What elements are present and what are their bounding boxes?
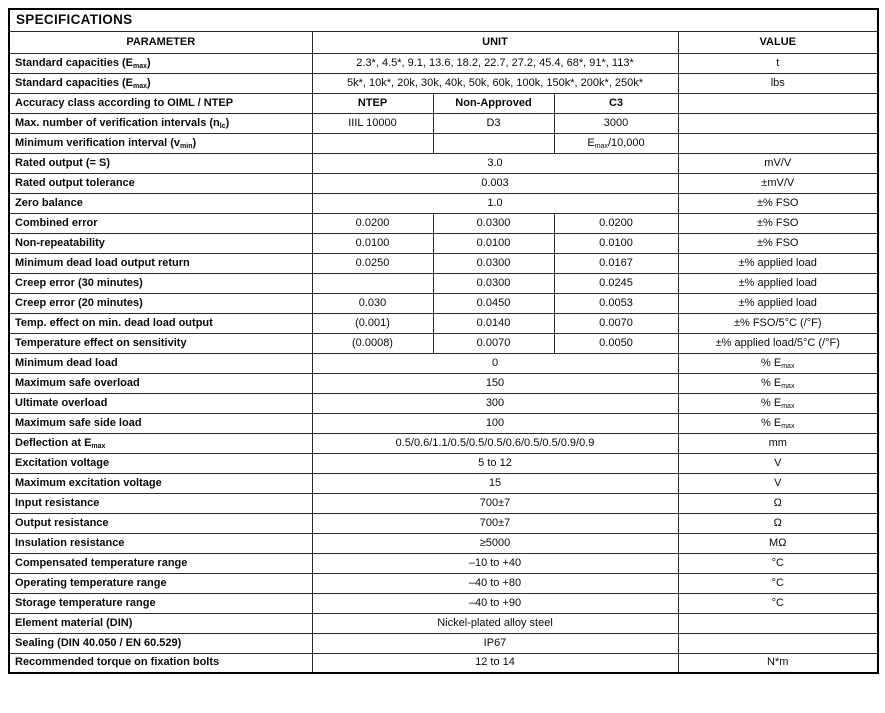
value-cell — [678, 613, 878, 633]
parameter-cell: Temp. effect on min. dead load output — [9, 313, 312, 333]
parameter-cell: Rated output tolerance — [9, 173, 312, 193]
unit-cell: 0.0070 — [554, 313, 678, 333]
table-header-row — [9, 31, 878, 53]
unit-cell: 0 — [312, 353, 678, 373]
value-cell: % $E_{max}$ — [678, 413, 878, 433]
table-row — [9, 253, 878, 273]
parameter-cell: Storage temperature range — [9, 593, 312, 613]
parameter-cell: Recommended torque on fixation bolts — [9, 653, 312, 673]
parameter-cell: Creep error (30 minutes) — [9, 273, 312, 293]
value-cell: ±mV/V — [678, 173, 878, 193]
parameter-cell: Accuracy class according to OIML / NTEP — [9, 93, 312, 113]
table-row — [9, 373, 878, 393]
unit-cell: 0.0200 — [312, 213, 433, 233]
table-row — [9, 513, 878, 533]
table-row — [9, 193, 878, 213]
unit-cell: 700±7 — [312, 513, 678, 533]
unit-cell: Nickel-plated alloy steel — [312, 613, 678, 633]
value-cell: t — [678, 53, 878, 73]
column-header-value: VALUE — [678, 31, 878, 53]
parameter-cell: Zero balance — [9, 193, 312, 213]
unit-cell: 0.0100 — [433, 233, 554, 253]
table-row — [9, 333, 878, 353]
value-cell: % $E_{max}$ — [678, 373, 878, 393]
value-cell: mm — [678, 433, 878, 453]
column-header-unit: UNIT — [312, 31, 678, 53]
unit-cell: (0.001) — [312, 313, 433, 333]
unit-cell: 0.0450 — [433, 293, 554, 313]
value-cell: ±% FSO — [678, 213, 878, 233]
unit-cell: 0.0245 — [554, 273, 678, 293]
unit-cell: 0.0300 — [433, 273, 554, 293]
unit-cell: $E_{max}/10,000$ — [554, 133, 678, 153]
value-cell: ±% applied load — [678, 253, 878, 273]
table-title-row — [9, 9, 878, 31]
value-cell: ±% FSO — [678, 233, 878, 253]
table-title: SPECIFICATIONS — [9, 9, 878, 31]
unit-cell: 300 — [312, 393, 678, 413]
table-row — [9, 553, 878, 573]
parameter-cell: Input resistance — [9, 493, 312, 513]
value-cell: lbs — [678, 73, 878, 93]
value-cell: °C — [678, 553, 878, 573]
unit-cell: 0.0300 — [433, 253, 554, 273]
table-row — [9, 413, 878, 433]
table-row — [9, 273, 878, 293]
value-cell: ±% FSO — [678, 193, 878, 213]
table-row — [9, 293, 878, 313]
value-cell — [678, 113, 878, 133]
table-body — [9, 53, 878, 673]
unit-cell: (0.0008) — [312, 333, 433, 353]
unit-cell: 15 — [312, 473, 678, 493]
table-row — [9, 573, 878, 593]
unit-cell: 0.0053 — [554, 293, 678, 313]
unit-cell: IIIL 10000 — [312, 113, 433, 133]
table-row — [9, 233, 878, 253]
unit-cell: 0.0100 — [554, 233, 678, 253]
table-row — [9, 73, 878, 93]
table-row — [9, 113, 878, 133]
unit-cell: 3000 — [554, 113, 678, 133]
table-row — [9, 453, 878, 473]
table-head — [9, 9, 878, 53]
value-cell — [678, 633, 878, 653]
table-row — [9, 153, 878, 173]
unit-cell: 0.003 — [312, 173, 678, 193]
parameter-cell: Element material (DIN) — [9, 613, 312, 633]
unit-cell — [312, 133, 433, 153]
unit-cell: 0.0167 — [554, 253, 678, 273]
parameter-cell: Max. number of verification intervals $(n_{lc})$ — [9, 113, 312, 133]
unit-cell: C3 — [554, 93, 678, 113]
value-cell: % $E_{max}$ — [678, 353, 878, 373]
unit-cell: 0.0200 — [554, 213, 678, 233]
specifications-table — [8, 8, 879, 674]
parameter-cell: Ultimate overload — [9, 393, 312, 413]
parameter-cell: Operating temperature range — [9, 573, 312, 593]
value-cell: °C — [678, 573, 878, 593]
unit-cell: 700±7 — [312, 493, 678, 513]
parameter-cell: Creep error (20 minutes) — [9, 293, 312, 313]
value-cell: N*m — [678, 653, 878, 673]
table-row — [9, 353, 878, 373]
table-row — [9, 613, 878, 633]
table-row — [9, 53, 878, 73]
unit-cell — [312, 273, 433, 293]
table-row — [9, 173, 878, 193]
unit-cell: 0.030 — [312, 293, 433, 313]
table-row — [9, 393, 878, 413]
parameter-cell: Standard capacities $(E_{max})$ — [9, 53, 312, 73]
unit-cell: 0.0100 — [312, 233, 433, 253]
parameter-cell: Minimum dead load — [9, 353, 312, 373]
unit-cell: 0.0300 — [433, 213, 554, 233]
unit-cell: 1.0 — [312, 193, 678, 213]
parameter-cell: Sealing (DIN 40.050 / EN 60.529) — [9, 633, 312, 653]
unit-cell: 5k*, 10k*, 20k, 30k, 40k, 50k, 60k, 100k, 150k*, 200k*, 250k* — [312, 73, 678, 93]
table-row — [9, 593, 878, 613]
unit-cell: 2.3*, 4.5*, 9.1, 13.6, 18.2, 22.7, 27.2, 45.4, 68*, 91*, 113* — [312, 53, 678, 73]
value-cell: % $E_{max}$ — [678, 393, 878, 413]
unit-cell: 12 to 14 — [312, 653, 678, 673]
value-cell — [678, 133, 878, 153]
value-cell: mV/V — [678, 153, 878, 173]
table-row — [9, 433, 878, 453]
value-cell: V — [678, 473, 878, 493]
table-row — [9, 493, 878, 513]
unit-cell: 3.0 — [312, 153, 678, 173]
value-cell: Ω — [678, 493, 878, 513]
table-row — [9, 93, 878, 113]
parameter-cell: Non-repeatability — [9, 233, 312, 253]
unit-cell: 0.0250 — [312, 253, 433, 273]
unit-cell: D3 — [433, 113, 554, 133]
table-row — [9, 473, 878, 493]
value-cell: ±% FSO/5°C (/°F) — [678, 313, 878, 333]
unit-cell: 0.0070 — [433, 333, 554, 353]
unit-cell: 150 — [312, 373, 678, 393]
parameter-cell: Maximum excitation voltage — [9, 473, 312, 493]
unit-cell: 100 — [312, 413, 678, 433]
unit-cell: 5 to 12 — [312, 453, 678, 473]
unit-cell: 0.0050 — [554, 333, 678, 353]
unit-cell: NTEP — [312, 93, 433, 113]
value-cell: °C — [678, 593, 878, 613]
column-header-parameter: PARAMETER — [9, 31, 312, 53]
parameter-cell: Excitation voltage — [9, 453, 312, 473]
table-row — [9, 633, 878, 653]
parameter-cell: Rated output (= S) — [9, 153, 312, 173]
table-row — [9, 313, 878, 333]
value-cell: Ω — [678, 513, 878, 533]
parameter-cell: Standard capacities $(E_{max})$ — [9, 73, 312, 93]
unit-cell: 0.0140 — [433, 313, 554, 333]
parameter-cell: Maximum safe overload — [9, 373, 312, 393]
parameter-cell: Deflection at $E_{max}$ — [9, 433, 312, 453]
parameter-cell: Compensated temperature range — [9, 553, 312, 573]
parameter-cell: Combined error — [9, 213, 312, 233]
unit-cell: 0.5/0.6/1.1/0.5/0.5/0.5/0.6/0.5/0.5/0.9/0.9 — [312, 433, 678, 453]
parameter-cell: Temperature effect on sensitivity — [9, 333, 312, 353]
value-cell: ±% applied load — [678, 293, 878, 313]
table-row — [9, 133, 878, 153]
unit-cell: –40 to +80 — [312, 573, 678, 593]
unit-cell: –10 to +40 — [312, 553, 678, 573]
unit-cell: IP67 — [312, 633, 678, 653]
table-row — [9, 533, 878, 553]
unit-cell: –40 to +90 — [312, 593, 678, 613]
value-cell: MΩ — [678, 533, 878, 553]
parameter-cell: Maximum safe side load — [9, 413, 312, 433]
unit-cell — [433, 133, 554, 153]
unit-cell: ≥5000 — [312, 533, 678, 553]
value-cell — [678, 93, 878, 113]
table-row — [9, 213, 878, 233]
value-cell: ±% applied load — [678, 273, 878, 293]
parameter-cell: Insulation resistance — [9, 533, 312, 553]
table-row — [9, 653, 878, 673]
value-cell: ±% applied load/5°C (/°F) — [678, 333, 878, 353]
parameter-cell: Minimum dead load output return — [9, 253, 312, 273]
value-cell: V — [678, 453, 878, 473]
parameter-cell: Minimum verification interval $(v_{min})$ — [9, 133, 312, 153]
unit-cell: Non-Approved — [433, 93, 554, 113]
parameter-cell: Output resistance — [9, 513, 312, 533]
